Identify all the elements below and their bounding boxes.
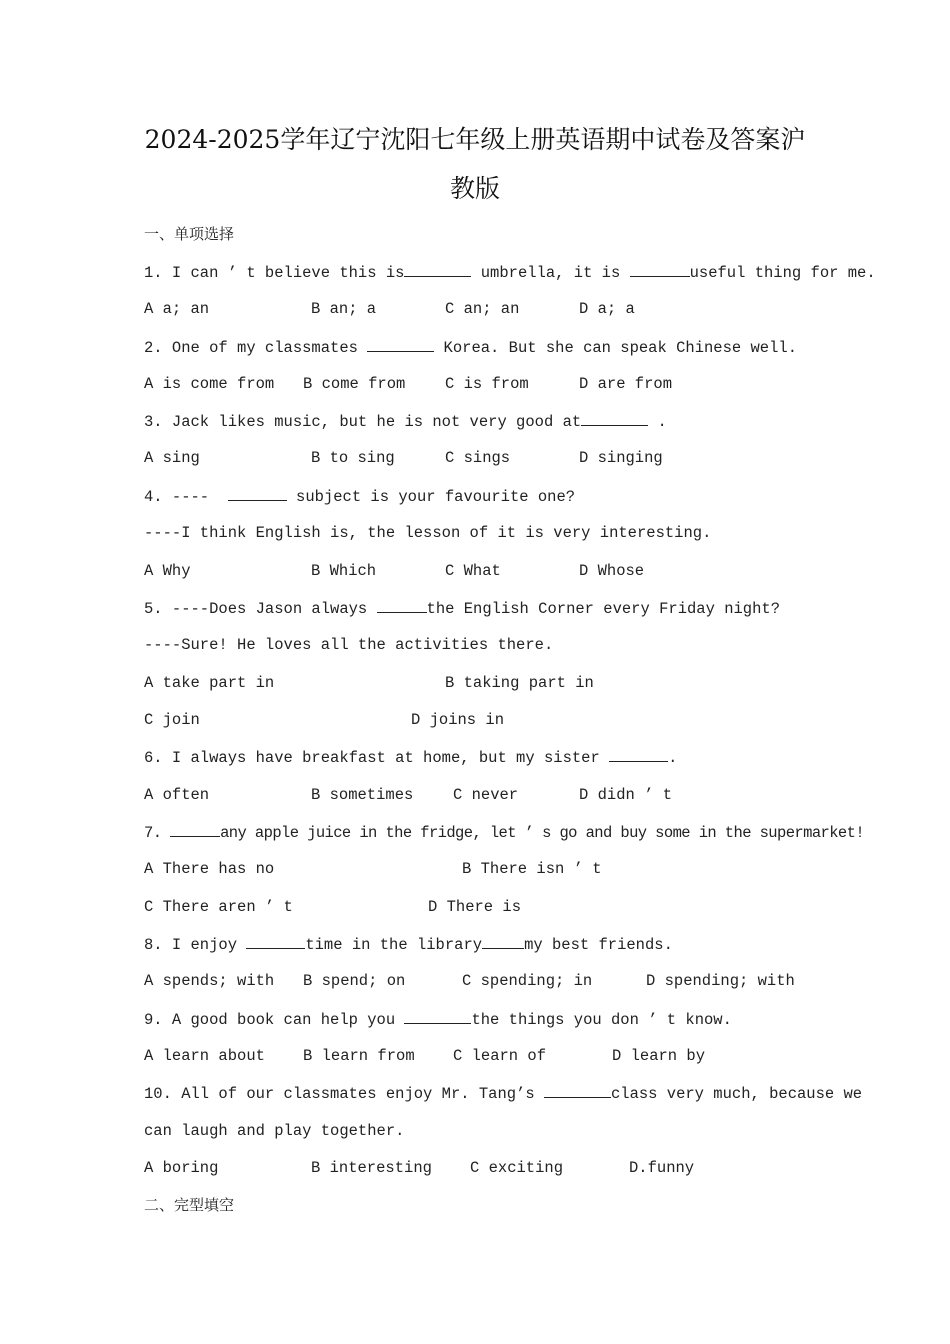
q5-option-c: C join <box>144 711 200 729</box>
title-line-1: 2024-2025学年辽宁沈阳七年级上册英语期中试卷及答案沪 <box>144 125 806 154</box>
q6-option-a: A often <box>144 786 210 804</box>
q4-option-d: D Whose <box>579 562 645 580</box>
question-8: 8. I enjoy time in the library my best friends. <box>144 936 673 954</box>
question-10-continuation: can laugh and play together. <box>144 1122 405 1140</box>
q1-option-a: A a; an <box>144 300 210 318</box>
question-4: 4. ---- subject is your favourite one? <box>144 488 576 506</box>
q6-option-d: D didn ’ t <box>579 786 673 804</box>
q3-option-d: D singing <box>579 449 663 467</box>
q8-option-d: D spending; with <box>646 972 795 990</box>
q2-option-d: D are from <box>579 375 673 393</box>
q9-option-c: C learn of <box>453 1047 547 1065</box>
q2-option-a: A is come from <box>144 375 275 393</box>
q10-option-b: B interesting <box>311 1159 432 1177</box>
q10-option-c: C exciting <box>470 1159 564 1177</box>
question-2: 2. One of my classmates Korea. But she can speak Chinese well. <box>144 339 798 357</box>
q4-option-c: C What <box>445 562 501 580</box>
q9-option-a: A learn about <box>144 1047 265 1065</box>
q8-option-b: B spend; on <box>303 972 406 990</box>
q7-option-c: C There aren ’ t <box>144 898 293 916</box>
question-5-answer-line: ----Sure! He loves all the activities there. <box>144 636 554 654</box>
q8-option-c: C spending; in <box>462 972 593 990</box>
q5-option-a: A take part in <box>144 674 275 692</box>
question-3: 3. Jack likes music, but he is not very good at . <box>144 413 667 431</box>
section-heading-2: 二、完型填空 <box>144 1196 235 1214</box>
question-10: 10. All of our classmates enjoy Mr. Tang’s class very much, because we <box>144 1085 863 1103</box>
q2-option-b: B come from <box>303 375 406 393</box>
q6-option-b: B sometimes <box>311 786 414 804</box>
q3-option-c: C sings <box>445 449 511 467</box>
question-5: 5. ----Does Jason always the English Corner every Friday night? <box>144 600 781 618</box>
q10-option-a: A boring <box>144 1159 219 1177</box>
q8-option-a: A spends; with <box>144 972 275 990</box>
question-1: 1. I can ’ t believe this is umbrella, it is useful thing for me. <box>144 264 876 282</box>
question-9: 9. A good book can help you the things you don ’ t know. <box>144 1011 732 1029</box>
q3-option-b: B to sing <box>311 449 395 467</box>
question-4-answer-line: ----I think English is, the lesson of it is very interesting. <box>144 524 712 542</box>
q5-option-b: B taking part in <box>445 674 594 692</box>
q6-option-c: C never <box>453 786 519 804</box>
q1-option-b: B an; a <box>311 300 377 318</box>
question-7: 7. any apple juice in the fridge, let ’ s go and buy some in the supermarket! <box>144 824 865 842</box>
q9-option-d: D learn by <box>612 1047 706 1065</box>
q7-option-a: A There has no <box>144 860 275 878</box>
q5-option-d: D joins in <box>411 711 505 729</box>
q1-option-c: C an; an <box>445 300 520 318</box>
q3-option-a: A sing <box>144 449 200 467</box>
title-line-2: 教版 <box>449 174 500 203</box>
q7-option-d: D There is <box>428 898 522 916</box>
q2-option-c: C is from <box>445 375 529 393</box>
q10-option-d: D.funny <box>629 1159 695 1177</box>
q1-option-d: D a; a <box>579 300 635 318</box>
q9-option-b: B learn from <box>303 1047 415 1065</box>
question-6: 6. I always have breakfast at home, but my sister . <box>144 749 678 767</box>
q4-option-a: A Why <box>144 562 191 580</box>
q7-option-b: B There isn ’ t <box>462 860 602 878</box>
q4-option-b: B Which <box>311 562 377 580</box>
section-heading-1: 一、单项选择 <box>144 225 235 243</box>
